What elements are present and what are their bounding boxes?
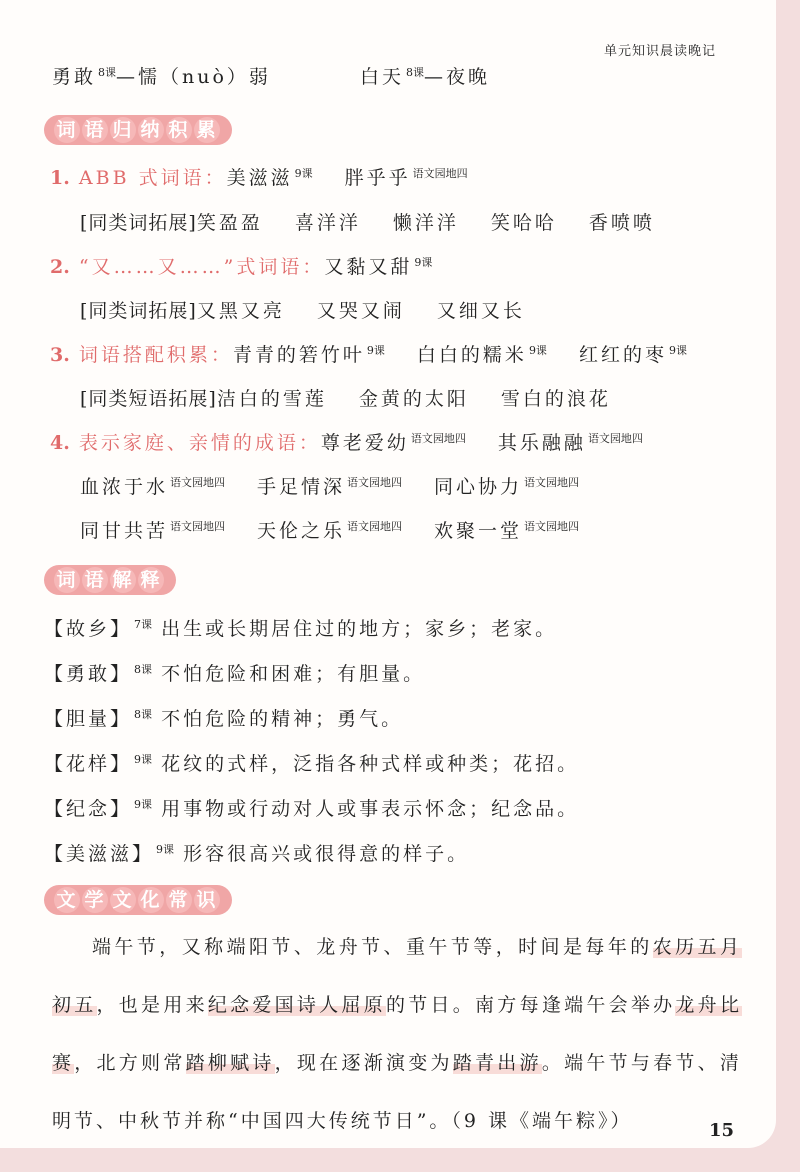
item-label: 表示家庭、亲情的成语： — [78, 432, 321, 454]
top-line-2 — [360, 62, 490, 89]
def-text: 花纹的式样，泛指各种式样或种类；花招。 — [161, 753, 580, 775]
word: 美滋滋 — [226, 167, 293, 189]
highlight: 纪念爱国诗人屈原 — [207, 994, 386, 1016]
lesson-tag: 9课 — [668, 343, 687, 357]
idiom: 天伦之乐 — [257, 520, 346, 542]
word: 雪白的浪花 — [500, 388, 611, 410]
ext-label: [同类词拓展] — [80, 300, 197, 322]
word: 洁白的雪莲 — [216, 388, 327, 410]
word: 勇敢 — [52, 66, 97, 88]
culture-paragraph — [52, 918, 742, 1150]
lesson-tag: 7课 — [134, 617, 153, 631]
section-title-culture — [44, 885, 232, 915]
top-line — [52, 62, 271, 89]
para-text: 端午节，又称端阳节、龙舟节、重午节等，时间是每年的 — [92, 936, 653, 958]
def-word: 【勇敢】 — [44, 663, 133, 685]
lesson-tag: 8课 — [98, 65, 117, 79]
definition-row — [44, 794, 579, 821]
word: 又黑又亮 — [196, 300, 285, 322]
title-char: 化 — [138, 887, 164, 913]
title-char: 词 — [54, 117, 80, 143]
lesson-tag: 语文园地四 — [410, 431, 466, 445]
def-word: 【胆量】 — [44, 708, 133, 730]
idiom: 手足情深 — [257, 476, 346, 498]
para-text: ，也是用来 — [96, 994, 208, 1016]
word: 又哭又闹 — [316, 300, 405, 322]
section-title-vocab — [44, 115, 232, 145]
antonym: —懦（nuò）弱 — [116, 66, 271, 88]
word: 金黄的太阳 — [358, 388, 469, 410]
word: 白白的糯米 — [416, 344, 527, 366]
title-char: 常 — [166, 887, 192, 913]
lesson-tag: 语文园地四 — [170, 519, 226, 533]
definition-row — [44, 704, 403, 731]
page-number: 15 — [709, 1120, 735, 1141]
item-4-row-3 — [80, 516, 579, 543]
item-2-ext — [80, 296, 525, 323]
highlight: 踏柳赋诗 — [185, 1052, 275, 1074]
def-text: 出生或长期居住过的地方；家乡；老家。 — [161, 618, 558, 640]
item-3 — [50, 340, 687, 367]
item-label: 词语搭配积累： — [78, 344, 233, 366]
definition-row — [44, 749, 579, 776]
lesson-tag: 语文园地四 — [347, 519, 403, 533]
idiom: 欢聚一堂 — [434, 520, 523, 542]
lesson-tag: 9课 — [294, 166, 313, 180]
para-text: 的节日。南方每逢端午会举办 — [385, 994, 676, 1016]
word: 胖乎乎 — [344, 167, 411, 189]
word: 红红的枣 — [578, 344, 667, 366]
title-char: 文 — [54, 887, 80, 913]
lesson-tag: 9课 — [134, 797, 153, 811]
section-title-definitions — [44, 565, 176, 595]
def-text: 不怕危险的精神；勇气。 — [161, 708, 404, 730]
lesson-tag: 语文园地四 — [347, 475, 403, 489]
item-number: 3. — [50, 344, 70, 366]
item-4-row-2 — [80, 472, 579, 499]
lesson-tag: 8课 — [134, 662, 153, 676]
lesson-tag: 语文园地四 — [524, 519, 580, 533]
item-label: ABB 式词语： — [78, 167, 227, 189]
word: 笑哈哈 — [490, 212, 557, 234]
idiom: 尊老爱幼 — [320, 432, 409, 454]
item-number: 1. — [50, 167, 70, 189]
header-tag: 单元知识晨读晚记 — [604, 44, 717, 59]
para-text: ，现在逐渐演变为 — [274, 1052, 453, 1074]
def-word: 【纪念】 — [44, 798, 133, 820]
lesson-tag: 9课 — [366, 343, 385, 357]
lesson-tag: 语文园地四 — [412, 166, 468, 180]
para-text: 。端午节与春节、清明节、中秋节并称“中国四大传统节日”。（9 课《端午粽》） — [52, 1052, 742, 1132]
word: 又细又长 — [436, 300, 525, 322]
word: 香喷喷 — [588, 212, 655, 234]
definition-row — [44, 614, 557, 641]
item-1 — [50, 163, 468, 190]
def-word: 【故乡】 — [44, 618, 133, 640]
idiom: 其乐融融 — [497, 432, 586, 454]
title-char: 学 — [82, 887, 108, 913]
title-char: 文 — [110, 887, 136, 913]
highlight: 踏青出游 — [452, 1052, 542, 1074]
title-char: 解 — [110, 567, 136, 593]
lesson-tag: 语文园地四 — [170, 475, 226, 489]
para-text: ，北方则常 — [74, 1052, 186, 1074]
idiom: 血浓于水 — [80, 476, 169, 498]
ext-label: [同类短语拓展] — [80, 388, 217, 410]
word: 笑盈盈 — [196, 212, 263, 234]
word: 懒洋洋 — [392, 212, 459, 234]
idiom: 同甘共苦 — [80, 520, 169, 542]
title-char: 纳 — [138, 117, 164, 143]
title-char: 积 — [166, 117, 192, 143]
lesson-tag: 8课 — [134, 707, 153, 721]
lesson-tag: 9课 — [134, 752, 153, 766]
item-2 — [50, 252, 432, 279]
definition-row — [44, 659, 425, 686]
title-char: 释 — [138, 567, 164, 593]
def-word: 【花样】 — [44, 753, 133, 775]
highlight: 龙舟比赛 — [52, 994, 742, 1074]
title-char: 语 — [82, 117, 108, 143]
word: 青青的箬竹叶 — [232, 344, 365, 366]
definition-row — [44, 839, 469, 866]
word: 喜洋洋 — [294, 212, 361, 234]
def-word: 【美滋滋】 — [44, 843, 155, 865]
lesson-tag: 语文园地四 — [587, 431, 643, 445]
lesson-tag: 语文园地四 — [524, 475, 580, 489]
lesson-tag: 8课 — [406, 65, 425, 79]
item-1-ext — [80, 208, 655, 235]
item-label: “又……又……”式词语： — [78, 256, 325, 278]
item-number: 2. — [50, 256, 70, 278]
item-4 — [50, 428, 643, 455]
title-char: 语 — [82, 567, 108, 593]
antonym: —夜晚 — [424, 66, 491, 88]
title-char: 累 — [194, 117, 220, 143]
def-text: 形容很高兴或很得意的样子。 — [183, 843, 470, 865]
highlight: 农历五月初五 — [52, 936, 742, 1016]
word: 又黏又甜 — [324, 256, 413, 278]
idiom: 同心协力 — [434, 476, 523, 498]
item-3-ext — [80, 384, 611, 411]
item-number: 4. — [50, 432, 70, 454]
word: 白天 — [360, 66, 405, 88]
title-char: 词 — [54, 567, 80, 593]
def-text: 不怕危险和困难；有胆量。 — [161, 663, 426, 685]
title-char: 识 — [194, 887, 220, 913]
lesson-tag: 9课 — [156, 842, 175, 856]
lesson-tag: 9课 — [528, 343, 547, 357]
title-char: 归 — [110, 117, 136, 143]
lesson-tag: 9课 — [414, 255, 433, 269]
def-text: 用事物或行动对人或事表示怀念；纪念品。 — [161, 798, 580, 820]
ext-label: [同类词拓展] — [80, 212, 197, 234]
